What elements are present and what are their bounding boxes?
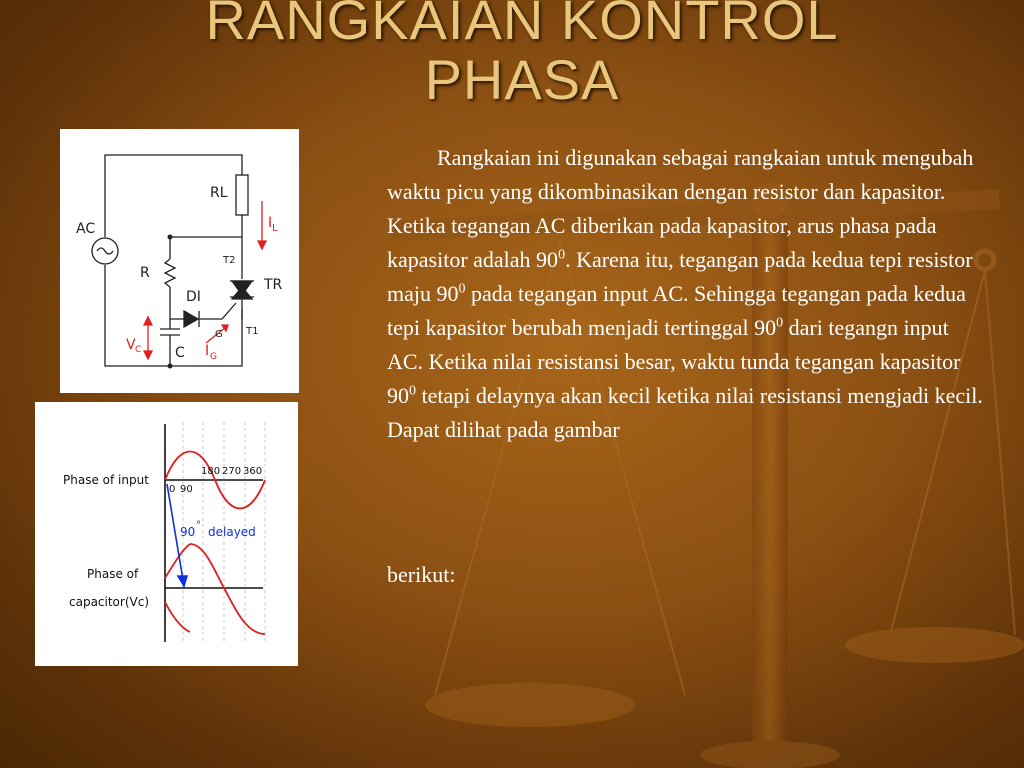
tick-0: 0 [169,484,176,495]
label-il: I [268,215,273,231]
label-di: DI [186,289,201,305]
label-t1: T1 [246,326,259,337]
label-capacitor-vc: capacitor(Vc) [69,595,150,609]
label-ig-sub: G [210,352,217,362]
paragraph-part-4: dari tegangn input AC. Ketika nilai resistansi besar, waktu tunda tegangan kapasitor 90 [387,315,961,408]
degree-superscript: 0 [409,383,416,399]
label-rl: RL [210,185,228,201]
degree-superscript: 0 [776,315,784,331]
label-ig: I [205,343,210,359]
paragraph-part-5: tetapi delaynya akan kecil ketika nilai resistansi mengjadi kecil. Dapat dilihat pada gambar [387,383,983,442]
label-phase-of-input: Phase of input [63,473,149,487]
phase-waveform-diagram [35,402,298,666]
label-vc: V [126,337,136,353]
tick-360: 360 [243,466,263,477]
paragraph-part-1: Rangkaian ini digunakan sebagai rangkaian untuk mengubah waktu picu yang dikombinasikan dengan resistor dan kapasitor. Ketika tegangan AC diberikan pada kapasitor, arus phasa pada kapasitor adalah 90 [387,145,974,272]
label-vc-sub: C [135,345,142,355]
phase-control-circuit-diagram [60,129,299,393]
paragraph-tail: berikut: [387,562,456,587]
degree-superscript: 0 [558,247,566,263]
label-tr: TR [264,277,283,293]
tick-270: 270 [222,466,242,477]
label-phase-of: Phase of [87,567,139,581]
slide-title [0,0,1024,110]
paragraph-part-3: pada tegangan input AC. Sehingga tegangan pada kedua tepi kapasitor berubah menjadi tertinggal 90 [387,281,966,340]
label-delayed-degree: ° [196,520,201,531]
explanation-paragraph [387,141,987,447]
paragraph-part-2: . Karena itu, tegangan pada kedua tepi resistor maju 90 [387,247,973,306]
label-ac: AC [76,221,96,237]
label-delayed: delayed [208,525,256,539]
label-delayed-90: 90 [180,525,196,539]
title-line-1: RANGKAIAN KONTROL [205,0,839,51]
label-g: G [215,329,223,340]
tick-180: 180 [201,466,221,477]
title-line-2: PHASA [424,48,620,111]
label-il-sub: L [272,223,278,234]
label-c: C [175,345,185,361]
label-r: R [140,265,150,281]
label-t2: T2 [223,255,236,266]
degree-superscript: 0 [458,281,466,297]
tick-90: 90 [180,484,193,495]
